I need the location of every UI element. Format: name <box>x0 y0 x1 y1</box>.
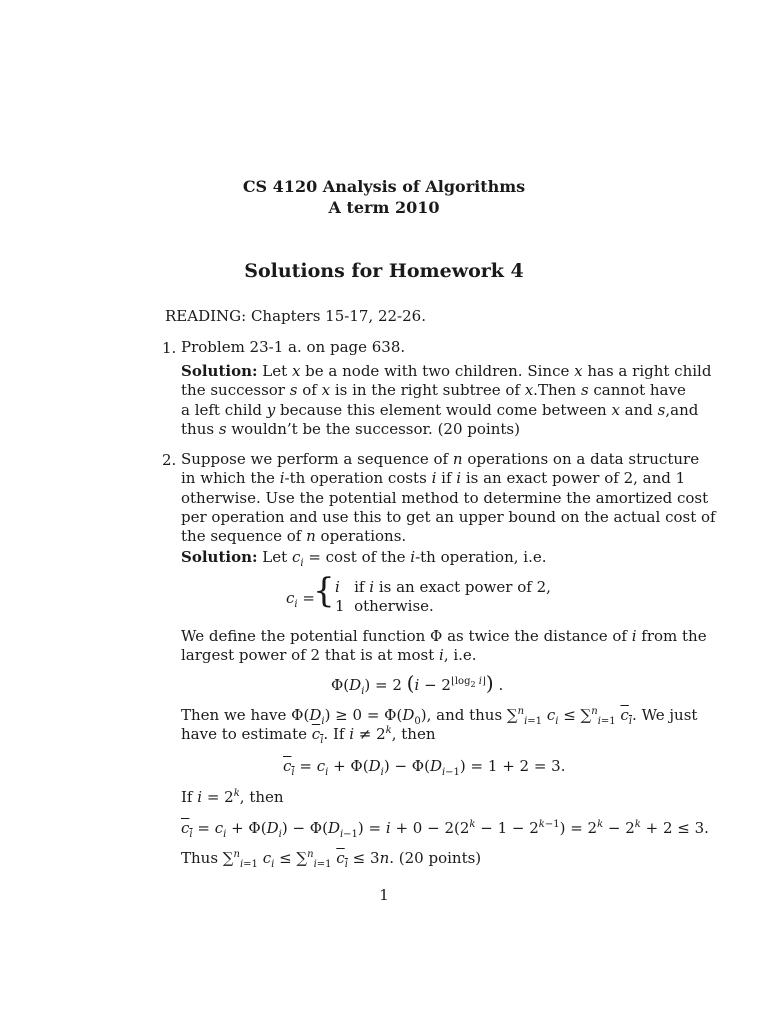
problem-2-number: 2. <box>162 451 177 469</box>
document-title: Solutions for Homework 4 <box>244 260 524 282</box>
term-label: A term 2010 <box>328 198 440 217</box>
equation-ci-lhs: $c_i$ = <box>286 589 315 610</box>
problem-2-solution-intro: Solution: Let $c_i = \cos t$ of the i-th operation, i.e. <box>181 548 547 569</box>
estimate-paragraph: Then we have $\Phi(D_i) \ge 0 = \Phi(D_0)$, and thus ∑$^n_{i=1}$ $c_i \le \sum^n_{i=1}$ $c_i$. We just have to estimate $c_i$. If $i \ne 2^k$, then <box>181 706 698 747</box>
solution-label: Solution: <box>181 362 258 380</box>
equation-ci-case-1: i if i is an exact power of 2, <box>335 578 551 596</box>
problem-2-statement: Suppose we perform a sequence of n operations on a data structure in which the i-th operation costs i if i is an exact power of 2, and 1 otherwise. Use the potential method to determine the amortized cost per operation and use this to get an upper bound on the actual cost of the sequence of n operations. <box>181 450 716 546</box>
problem-2-points: (20 points) <box>398 849 482 867</box>
problem-1-solution: Solution: Let x be a node with two children. Since x has a right child the successor s of x is in the right subtree of x. Then s cannot have a left child y because this element would come between x and s, and thus s wouldn’t be the successor. (20 points) <box>181 362 712 438</box>
equation-case-not-power: $c_i = c_i + \Phi(D_i) - \Phi(D_{i-1}) = 1 + 2 = 3$. <box>283 757 566 778</box>
problem-1-number: 1. <box>162 339 177 357</box>
reading-line: READING: Chapters 15-17, 22-26. <box>165 307 426 325</box>
problem-1-points: (20 points) <box>437 419 520 438</box>
equation-potential: $\Phi(D_i) = 2$ $(i - 2^{⌊log_2 i⌋})$ . <box>331 671 504 697</box>
course-title: CS 4120 Analysis of Algorithms <box>242 177 526 196</box>
solution-label: Solution: <box>181 548 258 566</box>
potential-definition: We define the potential function Φ as twice the distance of i from the largest power of 2 that is at most i, i.e. <box>181 627 707 665</box>
left-brace: { <box>313 571 335 611</box>
conclusion: Thus ∑$^n_{i=1}$ $c_i \le \sum^n_{i=1}$ $c_i \le 3n$. (20 points) <box>181 849 482 870</box>
page-number: 1 <box>379 886 389 904</box>
problem-1-statement: Problem 23-1 a. on page 638. <box>181 338 406 356</box>
equation-case-power: $c_i = c_i + \Phi(D_i) - \Phi(D_{i-1}) = i + 0 - 2(2^k - 1 - 2^{k-1}) = 2^k - 2^k + 2 \le 3$. <box>181 819 709 840</box>
equation-ci-case-2: 1 otherwise. <box>335 597 434 615</box>
case-power-intro: If $i = 2^k$, then <box>181 788 284 806</box>
